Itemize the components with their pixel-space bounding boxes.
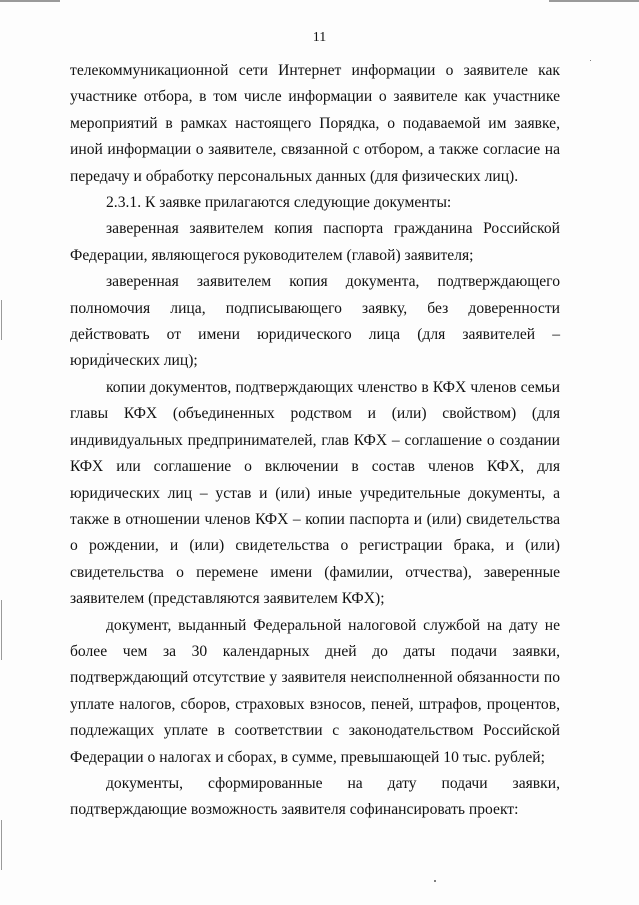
scan-edge-mark bbox=[1, 600, 2, 660]
paragraph-authority-document: заверенная заявителем копия документа, подтверждающего полномочия лица, подписывающего заявку, без доверенности действовать от имени юридического лица (для заявителей – юридических лиц); bbox=[70, 273, 560, 370]
paragraph-cofinancing-documents: документы, сформированные на дату подачи заявки, подтверждающие возможность заявителя софинансировать проект: bbox=[70, 774, 560, 819]
paragraph-tax-certificate: документ, выданный Федеральной налоговой службой на дату не более чем за 30 календарных дней до даты подачи заявки, подтверждающий отсутствие у заявителя неисполненной обязанности по уплате налогов, сборов, страховых взносов, пеней, штрафов, процентов, подлежащих уплате в соответствии с законодательством Российской Федерации о налогах и сборах, в сумме, превышающей 10 тыс. рублей; bbox=[70, 616, 560, 766]
paragraph-kfh-membership: копии документов, подтверждающих членство в КФХ членов семьи главы КФХ (объединенных родством и (или) свойством) (для индивидуальных предпринимателей, глав КФХ – соглашение о создании КФХ или соглашение о включении в состав членов КФХ, для юридических лиц – устав и (или) иные учредительные документы, а также в отношении членов КФХ – копии паспорта и (или) свидетельства о рождении, и (или) свидетельства о регистрации брака, и (или) свидетельства о перемене имени (фамилии, отчества), заверенные заявителем (представляются заявителем КФХ); bbox=[70, 378, 560, 608]
scan-edge-mark bbox=[1, 820, 2, 870]
scan-edge-mark bbox=[0, 0, 60, 2]
scan-edge-mark bbox=[1, 300, 2, 340]
page-number: 11 bbox=[312, 30, 327, 45]
document-body bbox=[70, 58, 560, 824]
scan-speck bbox=[590, 60, 591, 61]
paragraph-passport-copy: заверенная заявителем копия паспорта гражданина Российской Федерации, являющегося руководителем (главой) заявителя; bbox=[70, 220, 560, 264]
paragraph-clause-heading: 2.3.1. К заявке прилагаются следующие документы: bbox=[106, 194, 452, 212]
scan-edge-mark bbox=[549, 0, 639, 2]
paragraph-continuation: телекоммуникационной сети Интернет информации о заявителе как участнике отбора, в том числе информации о заявителе как участнике мероприятий в рамках настоящего Порядка, о подаваемой им заявке, иной информации о заявителе, связанной с отбором, а также согласие на передачу и обработку персональных данных (для физических лиц). bbox=[70, 62, 560, 185]
scan-speck bbox=[434, 880, 436, 882]
